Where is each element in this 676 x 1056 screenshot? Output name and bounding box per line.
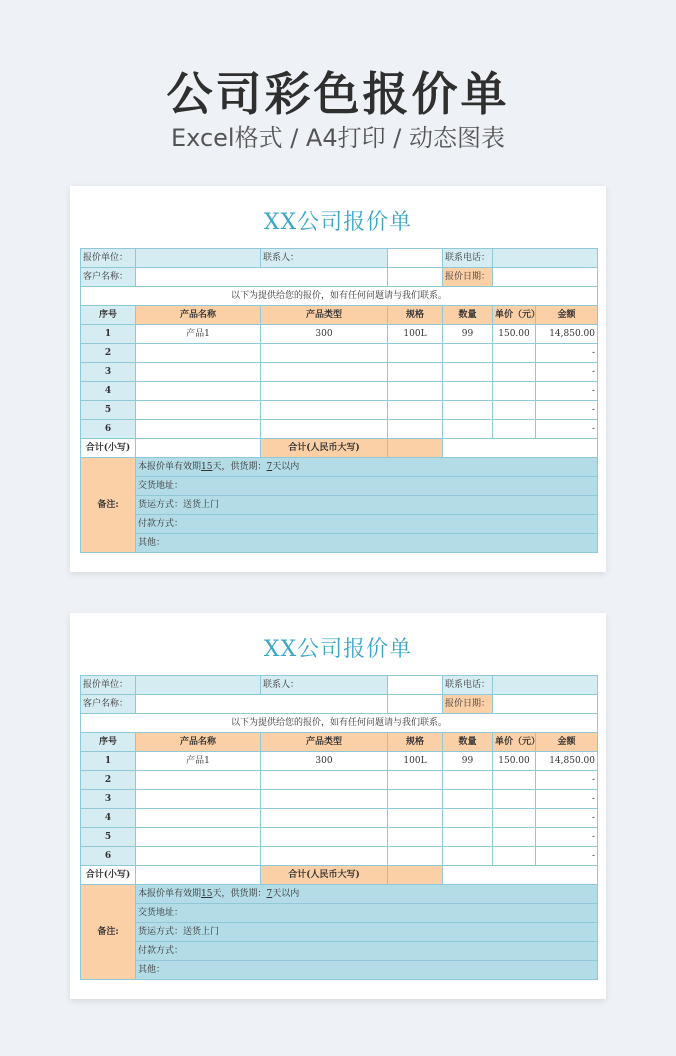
row-product-type[interactable] [261,847,388,866]
table-row [81,828,598,847]
row-price[interactable]: 150.00 [493,752,536,771]
total-row [81,439,598,458]
hero-subtitle: Excel格式 / A4打印 / 动态图表 [171,124,505,152]
header-row [81,306,598,325]
remark-row-2 [81,904,598,923]
row-no: 1 [81,752,136,771]
row-product-name[interactable] [136,809,261,828]
row-price[interactable] [493,790,536,809]
col-header-spec: 规格 [388,733,443,752]
row-spec[interactable] [388,847,443,866]
other-notes[interactable]: 其他： [136,534,598,553]
row-product-name[interactable] [136,344,261,363]
date-label: 报价日期： [443,268,493,287]
phone-field[interactable] [493,676,598,695]
row-spec[interactable] [388,809,443,828]
date-field[interactable] [493,268,598,287]
row-amount[interactable]: 14,850.00 [536,752,598,771]
quote-sheet-preview-2 [70,613,606,999]
row-qty[interactable] [443,828,493,847]
quote-unit-field[interactable] [136,676,261,695]
row-spec[interactable]: 100L [388,325,443,344]
row-qty[interactable] [443,771,493,790]
row-amount[interactable]: - [536,847,598,866]
row-product-type[interactable] [261,382,388,401]
row-product-name[interactable] [136,847,261,866]
table-row [81,363,598,382]
row-no: 3 [81,363,136,382]
intro-row [81,714,598,733]
row-no: 5 [81,401,136,420]
row-no: 4 [81,809,136,828]
intro-row [81,287,598,306]
validity-note: 本报价单有效期15天，供货期：7天以内 [136,885,598,904]
row-price[interactable] [493,828,536,847]
header-row [81,733,598,752]
table-row [81,771,598,790]
info-row-2 [81,695,598,714]
row-product-name[interactable] [136,401,261,420]
row-price[interactable] [493,809,536,828]
table-row [81,420,598,439]
row-product-type[interactable] [261,809,388,828]
sheet-title: XX公司报价单 [263,637,413,662]
row-amount[interactable]: - [536,828,598,847]
row-spec[interactable] [388,771,443,790]
total-big-label: 合计(人民币大写) [261,866,388,885]
row-no: 6 [81,420,136,439]
row-spec[interactable] [388,401,443,420]
col-header-spec: 规格 [388,306,443,325]
remark-row-5 [81,534,598,553]
row-product-type[interactable]: 300 [261,752,388,771]
customer-field[interactable] [136,268,388,287]
row-product-type[interactable] [261,363,388,382]
row-price[interactable] [493,344,536,363]
contact-label: 联系人： [261,249,388,268]
total-small-label: 合计(小写) [81,439,136,458]
total-big-value[interactable] [443,866,598,885]
table-row [81,790,598,809]
row-product-name[interactable] [136,382,261,401]
row-product-name[interactable] [136,420,261,439]
total-small-value[interactable] [136,866,261,885]
row-product-name[interactable] [136,790,261,809]
quote-unit-label: 报价单位： [81,249,136,268]
row-spec[interactable] [388,790,443,809]
quote-table [80,675,598,980]
remark-row-4 [81,515,598,534]
shipping-method[interactable]: 货运方式：送货上门 [136,496,598,515]
col-header-qty: 数量 [443,306,493,325]
col-header-type: 产品类型 [261,306,388,325]
col-header-price: 单价（元） [493,306,536,325]
remark-row-3 [81,496,598,515]
sheet-title: XX公司报价单 [263,210,413,235]
row-price[interactable]: 150.00 [493,325,536,344]
total-big-label: 合计(人民币大写) [261,439,388,458]
table-row [81,752,598,771]
phone-label: 联系电话： [443,249,493,268]
col-header-name: 产品名称 [136,733,261,752]
row-product-name[interactable] [136,363,261,382]
row-qty[interactable] [443,382,493,401]
row-no: 3 [81,790,136,809]
quote-sheet-preview-1 [70,186,606,572]
blank-cell [388,268,443,287]
row-product-name[interactable] [136,828,261,847]
quote-table [80,248,598,553]
col-header-name: 产品名称 [136,306,261,325]
row-amount[interactable]: 14,850.00 [536,325,598,344]
row-product-name[interactable] [136,771,261,790]
row-spec[interactable] [388,344,443,363]
info-row-1 [81,249,598,268]
row-spec[interactable] [388,363,443,382]
quote-unit-label: 报价单位： [81,676,136,695]
delivery-address[interactable]: 交货地址： [136,477,598,496]
table-row [81,344,598,363]
row-product-type[interactable] [261,790,388,809]
row-qty[interactable] [443,420,493,439]
row-amount[interactable]: - [536,809,598,828]
row-spec[interactable] [388,828,443,847]
payment-method[interactable]: 付款方式： [136,515,598,534]
row-product-type[interactable] [261,771,388,790]
table-row [81,847,598,866]
remark-row-4 [81,942,598,961]
customer-field[interactable] [136,695,388,714]
row-amount[interactable]: - [536,363,598,382]
delivery-address[interactable]: 交货地址： [136,904,598,923]
table-row [81,325,598,344]
hero-title: 公司彩色报价单 [166,67,510,121]
col-header-price: 单价（元） [493,733,536,752]
shipping-method[interactable]: 货运方式：送货上门 [136,923,598,942]
col-header-amount: 金额 [536,733,598,752]
row-qty[interactable]: 99 [443,752,493,771]
customer-label: 客户名称： [81,695,136,714]
row-amount[interactable]: - [536,401,598,420]
row-no: 1 [81,325,136,344]
customer-label: 客户名称： [81,268,136,287]
row-product-name[interactable]: 产品1 [136,752,261,771]
remark-row-1 [81,458,598,477]
date-field[interactable] [493,695,598,714]
validity-note: 本报价单有效期15天，供货期：7天以内 [136,458,598,477]
row-qty[interactable] [443,363,493,382]
row-qty[interactable] [443,847,493,866]
row-price[interactable] [493,847,536,866]
payment-method[interactable]: 付款方式： [136,942,598,961]
row-qty[interactable]: 99 [443,325,493,344]
row-no: 2 [81,771,136,790]
row-price[interactable] [493,363,536,382]
row-amount[interactable]: - [536,344,598,363]
intro-text: 以下为提供给您的报价，如有任何问题请与我们联系。 [81,287,598,306]
row-price[interactable] [493,420,536,439]
row-no: 6 [81,847,136,866]
row-no: 4 [81,382,136,401]
row-amount[interactable]: - [536,771,598,790]
row-price[interactable] [493,401,536,420]
remarks-label: 备注: [81,885,136,980]
contact-field[interactable] [388,249,443,268]
row-amount[interactable]: - [536,420,598,439]
row-amount[interactable]: - [536,790,598,809]
col-header-amount: 金额 [536,306,598,325]
col-header-no: 序号 [81,306,136,325]
phone-field[interactable] [493,249,598,268]
table-row [81,382,598,401]
table-row [81,401,598,420]
info-row-1 [81,676,598,695]
remark-row-2 [81,477,598,496]
row-no: 5 [81,828,136,847]
total-big-value[interactable] [443,439,598,458]
intro-text: 以下为提供给您的报价，如有任何问题请与我们联系。 [81,714,598,733]
row-spec[interactable] [388,420,443,439]
remark-row-1 [81,885,598,904]
remarks-label: 备注: [81,458,136,553]
blank-cell [388,695,443,714]
total-big-fill [388,866,443,885]
row-product-type[interactable] [261,344,388,363]
row-amount[interactable]: - [536,382,598,401]
contact-field[interactable] [388,676,443,695]
quote-unit-field[interactable] [136,249,261,268]
other-notes[interactable]: 其他： [136,961,598,980]
row-price[interactable] [493,771,536,790]
row-spec[interactable] [388,382,443,401]
col-header-no: 序号 [81,733,136,752]
col-header-qty: 数量 [443,733,493,752]
total-row [81,866,598,885]
row-qty[interactable] [443,344,493,363]
remark-row-3 [81,923,598,942]
row-qty[interactable] [443,809,493,828]
phone-label: 联系电话： [443,676,493,695]
row-price[interactable] [493,382,536,401]
row-product-type[interactable] [261,401,388,420]
row-product-type[interactable]: 300 [261,325,388,344]
col-header-type: 产品类型 [261,733,388,752]
remark-row-5 [81,961,598,980]
total-big-fill [388,439,443,458]
row-product-type[interactable] [261,828,388,847]
row-qty[interactable] [443,401,493,420]
row-product-name[interactable]: 产品1 [136,325,261,344]
row-no: 2 [81,344,136,363]
total-small-value[interactable] [136,439,261,458]
row-product-type[interactable] [261,420,388,439]
table-row [81,809,598,828]
row-qty[interactable] [443,790,493,809]
date-label: 报价日期： [443,695,493,714]
contact-label: 联系人： [261,676,388,695]
row-spec[interactable]: 100L [388,752,443,771]
info-row-2 [81,268,598,287]
total-small-label: 合计(小写) [81,866,136,885]
